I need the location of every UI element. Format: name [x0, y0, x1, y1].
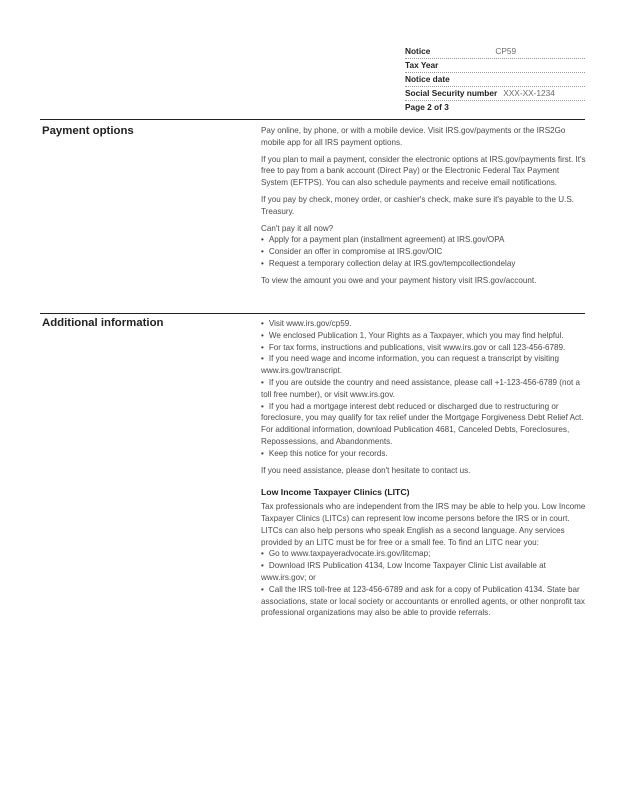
list-item: • Request a temporary collection delay at IRS.gov/tempcollectiondelay: [261, 258, 587, 270]
list-item: • Call the IRS toll-free at 123-456-6789 and ask for a copy of Publication 4134. State bar associations, state or local society or accountants or enrolled agents, or other nonprofit tax professional organizations may also be able to provide referrals.: [261, 584, 587, 619]
header-label: Notice date: [405, 74, 450, 84]
header-label: Page 2 of 3: [405, 102, 449, 112]
header-row-notice: [405, 45, 585, 59]
list-item: • If you are outside the country and need assistance, please call +1-123-456-6789 (not a toll free number), or visit www.irs.gov.: [261, 377, 587, 401]
list-item: • Visit www.irs.gov/cp59.: [261, 318, 587, 330]
payment-paragraph: If you plan to mail a payment, consider the electronic options at IRS.gov/payments first. It's free to pay from a bank account (Direct Pay) or the Electronic Federal Tax Payment System (EFTPS). You can also schedule payments and receive email notifications.: [261, 154, 586, 188]
assistance-paragraph: If you need assistance, please don't hesitate to contact us.: [261, 465, 471, 475]
list-item: • For tax forms, instructions and publications, visit www.irs.gov or call 123-456-6789.: [261, 342, 587, 354]
header-row-tax-year: [405, 59, 585, 73]
header-row-notice-date: [405, 73, 585, 87]
list-item: • Consider an offer in compromise at IRS.gov/OIC: [261, 246, 587, 258]
list-item: • Apply for a payment plan (installment agreement) at IRS.gov/OPA: [261, 234, 587, 246]
list-item: • Download IRS Publication 4134, Low Income Taxpayer Clinic List available at www.irs.gov; or: [261, 560, 587, 584]
notice-header-block: [405, 45, 585, 114]
additional-bullet-list: [261, 318, 587, 460]
litc-paragraph: Tax professionals who are independent from the IRS may be able to help you. Low Income Taxpayer Clinics (LITCs) can represent low income persons before the IRS or in court. LITCs can also help persons who speak English as a second language. Any services provided by an LITC must be for free or a small fee. To find an LITC near you:: [261, 502, 586, 547]
header-row-page: [405, 101, 585, 114]
header-value: CP59: [495, 46, 517, 56]
payment-options-body: [261, 125, 587, 292]
list-item: • Go to www.taxpayeradvocate.irs.gov/litcmap;: [261, 548, 587, 560]
header-label: Social Security number: [405, 88, 498, 98]
section-divider: [40, 119, 585, 120]
section-divider: [40, 313, 585, 314]
litc-heading: Low Income Taxpayer Clinics (LITC): [261, 487, 410, 498]
payment-paragraph: Can't pay it all now?: [261, 223, 334, 233]
list-item: • We enclosed Publication 1, Your Rights as a Taxpayer, which you may find helpful.: [261, 330, 587, 342]
header-label: Tax Year: [405, 60, 439, 70]
payment-paragraph: Pay online, by phone, or with a mobile device. Visit IRS.gov/payments or the IRS2Go mobile app for all IRS payment options.: [261, 126, 566, 147]
payment-bullet-list: [261, 234, 587, 269]
payment-paragraph: To view the amount you owe and your payment history visit IRS.gov/account.: [261, 275, 537, 285]
litc-bullet-list: [261, 548, 587, 619]
additional-information-body: [261, 318, 587, 624]
list-item: • If you need wage and income information, you can request a transcript by visiting www.irs.gov/transcript.: [261, 353, 587, 377]
additional-information-title: Additional information: [42, 317, 164, 329]
list-item: • Keep this notice for your records.: [261, 448, 587, 460]
header-label: Notice: [405, 46, 431, 56]
header-value: XXX-XX-1234: [503, 88, 555, 98]
list-item: • If you had a mortgage interest debt reduced or discharged due to restructuring or foreclosure, you may qualify for tax relief under the Mortgage Forgiveness Debt Relief Act. For additional information, download Publication 4681, Canceled Debts, Foreclosures, Repossessions, and Abandonments.: [261, 401, 587, 448]
header-row-ssn: [405, 87, 585, 101]
payment-paragraph: If you pay by check, money order, or cashier's check, make sure it's payable to the U.S. Treasury.: [261, 194, 575, 216]
payment-options-title: Payment options: [42, 125, 134, 137]
